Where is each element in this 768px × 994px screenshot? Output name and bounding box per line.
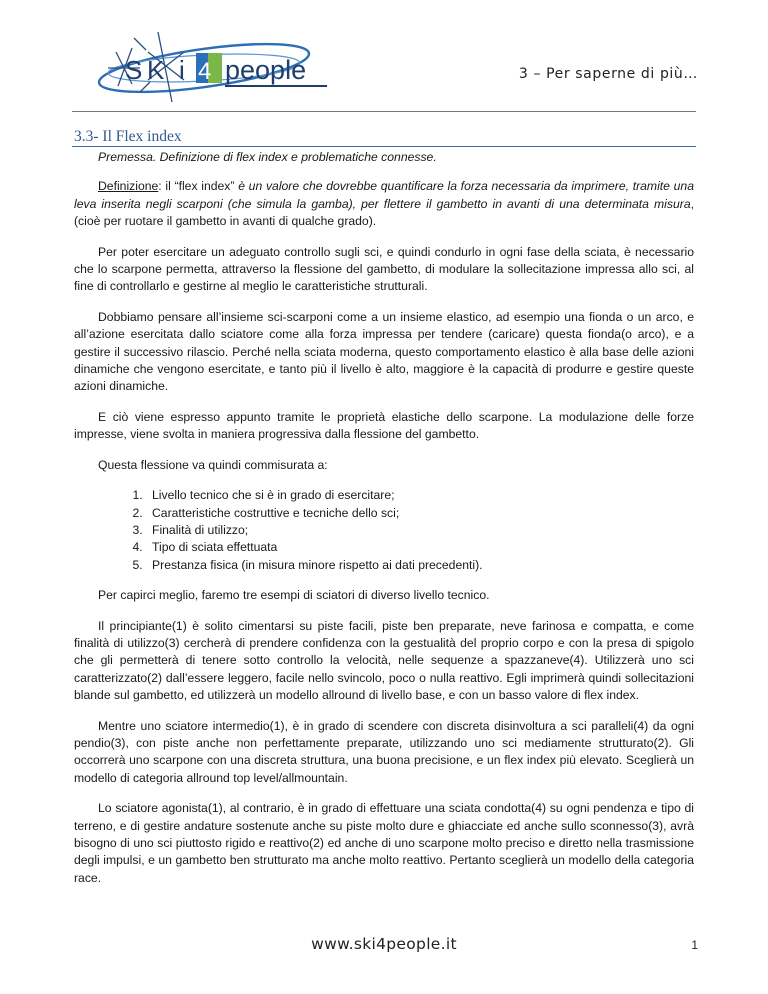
section-heading: 3.3- Il Flex index bbox=[74, 128, 182, 145]
definition-tail: , (cioè per ruotare il gambetto in avanti di qualche grado). bbox=[74, 196, 694, 229]
page-header bbox=[0, 0, 768, 118]
list-item: 5. Prestanza fisica (in misura minore rispetto ai dati precedenti). bbox=[146, 557, 694, 574]
criteria-list bbox=[74, 487, 694, 574]
list-item: 2. Caratteristiche costruttive e tecniche dello sci; bbox=[146, 505, 694, 522]
paragraph: Questa flessione va quindi commisurata a: bbox=[98, 457, 328, 472]
list-item: 4. Tipo di sciata effettuata bbox=[146, 539, 694, 556]
paragraph: Dobbiamo pensare all’insieme sci-scarponi come a un insieme elastico, ad esempio una fionda o un arco, e all’azione esercitata dallo sciatore come alla forza impressa per tendere (caricare) questa fionda(o arco), e a gestire il successivo rilascio. Perché nella sciata moderna, questo comportamento elastico è alla base delle azioni dinamiche che vengono esercitate, e tanto più il livello è alto, maggiore è la capacità di produrre e gestire queste azioni dinamiche. bbox=[74, 309, 694, 394]
premessa-paragraph: Premessa. Definizione di flex index e problematiche connesse. bbox=[98, 150, 437, 164]
ski4people-logo bbox=[92, 22, 342, 112]
definition-text: è un valore che dovrebbe quantificare la forza necessaria da imprimere, tramite una leva inserita negli scarponi (che simula la gamba), per flettere il gambetto in avanti di una determinata misura bbox=[74, 179, 694, 211]
document-body bbox=[74, 149, 694, 900]
footer-website: www.ski4people.it bbox=[311, 935, 457, 953]
paragraph: Il principiante(1) è solito cimentarsi su piste facili, piste ben preparate, neve farinosa e compatta, e come finalità di utilizzo(3) cercherà di prendere confidenza con la gestualità del proprio corpo e con la presa di spigolo che gli permetterà di tenere sotto controllo la velocità, nelle sequenze a spazzaneve(4). Utilizzerà uno sci caratterizzato(2) dall’essere leggero, facile nello svincolo, poco o nulla reattivo. Egli imprimerà quindi sollecitazioni blande sul gambetto, ed utilizzerà un modello allround di livello base, e con un basso valore di flex index. bbox=[74, 618, 694, 703]
list-item: 3. Finalità di utilizzo; bbox=[146, 522, 694, 539]
svg-text:i: i bbox=[179, 55, 185, 85]
svg-text:4: 4 bbox=[198, 58, 212, 85]
paragraph: Per poter esercitare un adeguato controllo sugli sci, e quindi condurlo in ogni fase della sciata, è necessario che lo scarpone permetta, attraverso la flessione del gambetto, di modulare la sollecitazione impressa allo sci, al fine di controllarlo e gestirne al meglio le caratteristiche strutturali. bbox=[74, 244, 694, 294]
definition-paragraph bbox=[74, 178, 694, 230]
definition-lead: : il “flex index” bbox=[158, 179, 239, 194]
paragraph: E ciò viene espresso appunto tramite le proprietà elastiche dello scarpone. La modulazione delle forze impresse, viene svolta in maniera progressiva dalla flessione del gambetto. bbox=[74, 409, 694, 442]
paragraph: Per capirci meglio, faremo tre esempi di sciatori di diverso livello tecnico. bbox=[98, 588, 490, 603]
section-divider bbox=[72, 146, 696, 147]
chapter-title: 3 – Per saperne di più… bbox=[518, 66, 698, 82]
list-item: 1. Livello tecnico che si è in grado di esercitare; bbox=[146, 487, 694, 504]
svg-text:K: K bbox=[147, 55, 165, 85]
paragraph: Lo sciatore agonista(1), al contrario, è in grado di effettuare una sciata condotta(4) su ogni pendenza e tipo di terreno, e di gestire andature sostenute anche su piste molto dure e ghiacciate ed anche sullo sconnesso(3), avrà bisogno di uno sci piuttosto rigido e reattivo(2) ed anche di uno scarpone molto preciso e diretto nella trasmissione degli impulsi, e un gambetto ben strutturato ma anche molto reattivo. Pertanto sceglierà un modello della categoria race. bbox=[74, 801, 694, 885]
svg-text:S: S bbox=[125, 55, 143, 85]
page-number: 1 bbox=[691, 938, 698, 952]
definition-label: Definizione bbox=[98, 179, 159, 194]
paragraph: Mentre uno sciatore intermedio(1), è in grado di scendere con discreta disinvoltura a sci paralleli(4) da ogni pendio(3), con piste anche non perfettamente preparate, utilizzando uno sci mediamente strutturato(2). Gli occorrerà uno scarpone con una discreta struttura, una buona precisione, e un flex index più elevato. Sceglierà un modello di categoria allround top level/allmountain. bbox=[74, 718, 694, 785]
header-divider bbox=[72, 111, 696, 112]
svg-text:people: people bbox=[225, 55, 307, 85]
